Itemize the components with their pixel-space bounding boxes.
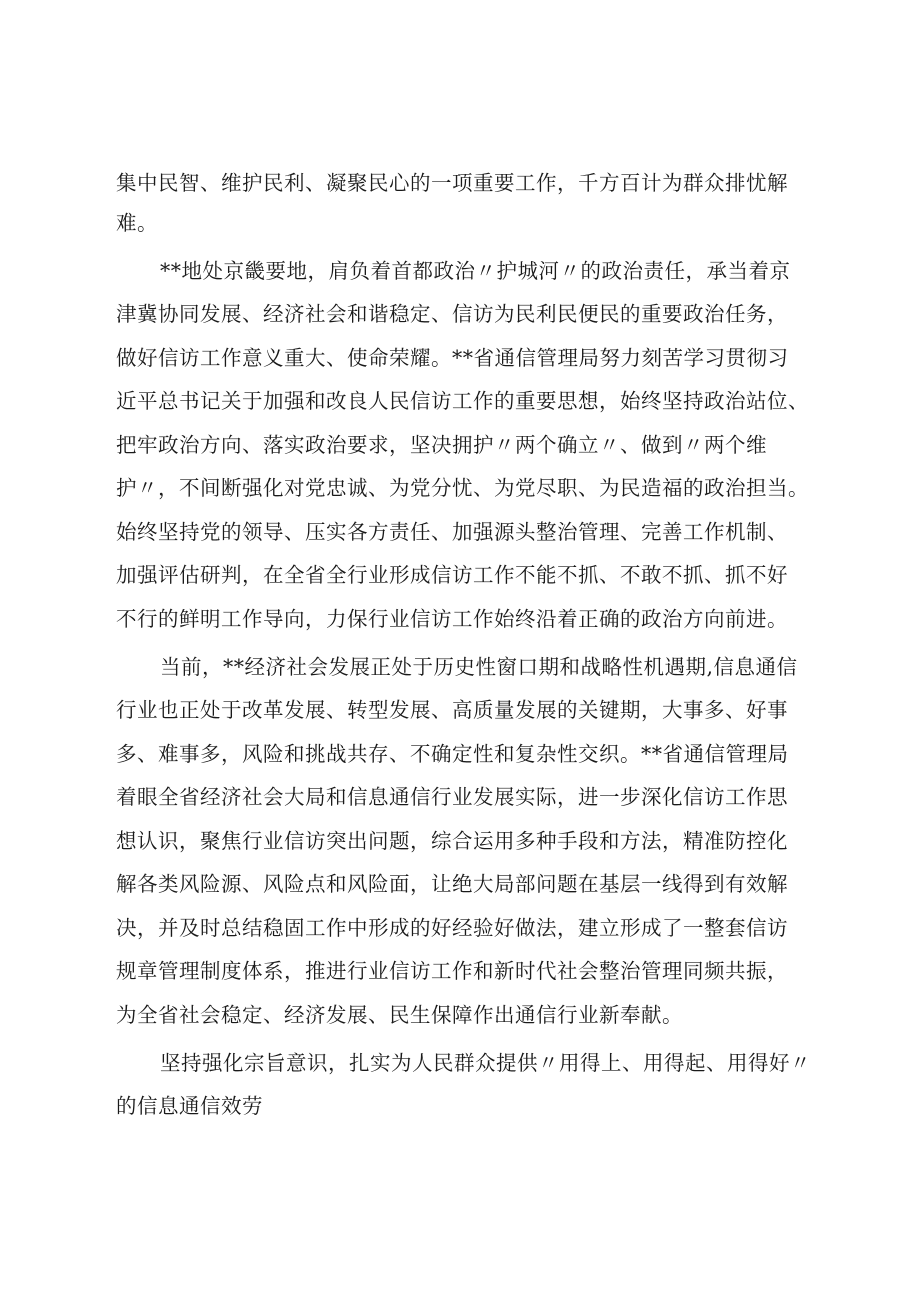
- paragraph-3-line-3: 多、难事多，风险和挑战共存、不确定性和复杂性交织。**省通信管理局: [116, 742, 789, 766]
- paragraph-2-line-8: 加强评估研判，在全省全行业形成信访工作不能不抓、不敢不抓、抓不好: [116, 563, 788, 587]
- paragraph-4-line-2: 的信息通信效劳: [116, 1094, 263, 1118]
- paragraph-3-line-8: 规章管理制度体系，推进行业信访工作和新时代社会整治管理同频共振，: [116, 959, 788, 983]
- paragraph-3-line-6: 解各类风险源、风险点和风险面，让绝大局部问题在基层一线得到有效解: [116, 872, 788, 896]
- paragraph-2-line-7: 始终坚持党的领导、压实各方责任、加强源头整治管理、完善工作机制、: [116, 520, 788, 544]
- paragraph-4-line-1: 坚持强化宗旨意识，扎实为人民群众提供〃用得上、用得起、用得好〃: [160, 1051, 811, 1075]
- paragraph-3-line-9: 为全省社会稳定、经济发展、民生保障作出通信行业新奉献。: [116, 1003, 683, 1027]
- paragraph-2-line-2: 津冀协同发展、经济社会和谐稳定、信访为民利民便民的重要政治任务，: [116, 302, 788, 326]
- paragraph-3-line-7: 决，并及时总结稳固工作中形成的好经验好做法，建立形成了一整套信访: [116, 916, 788, 940]
- paragraph-3-line-1: 当前，**经济社会发展正处于历史性窗口期和战略性机遇期,信息通信: [160, 655, 798, 679]
- paragraph-2-line-9: 不行的鲜明工作导向，力保行业信访工作始终沿着正确的政治方向前进。: [116, 607, 788, 631]
- paragraph-1-line-2: 难。: [116, 211, 158, 235]
- paragraph-2-line-3: 做好信访工作意义重大、使命荣耀。**省通信管理局努力刻苦学习贯彻习: [116, 346, 789, 370]
- paragraph-3-line-5: 想认识，聚焦行业信访突出问题，综合运用多种手段和方法，精准防控化: [116, 829, 788, 853]
- paragraph-2-line-4: 近平总书记关于加强和改良人民信访工作的重要思想，始终坚持政治站位、: [116, 389, 809, 413]
- paragraph-2-line-5: 把牢政治方向、落实政治要求，坚决拥护〃两个确立〃、做到〃两个维: [116, 433, 767, 457]
- paragraph-2-line-1: **地处京畿要地，肩负着首都政治〃护城河〃的政治责任，承当着京: [160, 259, 791, 283]
- paragraph-3-line-2: 行业也正处于改革发展、转型发展、高质量发展的关键期，大事多、好事: [116, 698, 788, 722]
- paragraph-3-line-4: 着眼全省经济社会大局和信息通信行业发展实际，进一步深化信访工作思: [116, 785, 788, 809]
- paragraph-1-line-1: 集中民智、维护民利、凝聚民心的一项重要工作，千方百计为群众排忧解: [116, 171, 788, 195]
- paragraph-2-line-6: 护〃，不间断强化对党忠诚、为党分忧、为党尽职、为民造福的政治担当。: [116, 476, 809, 500]
